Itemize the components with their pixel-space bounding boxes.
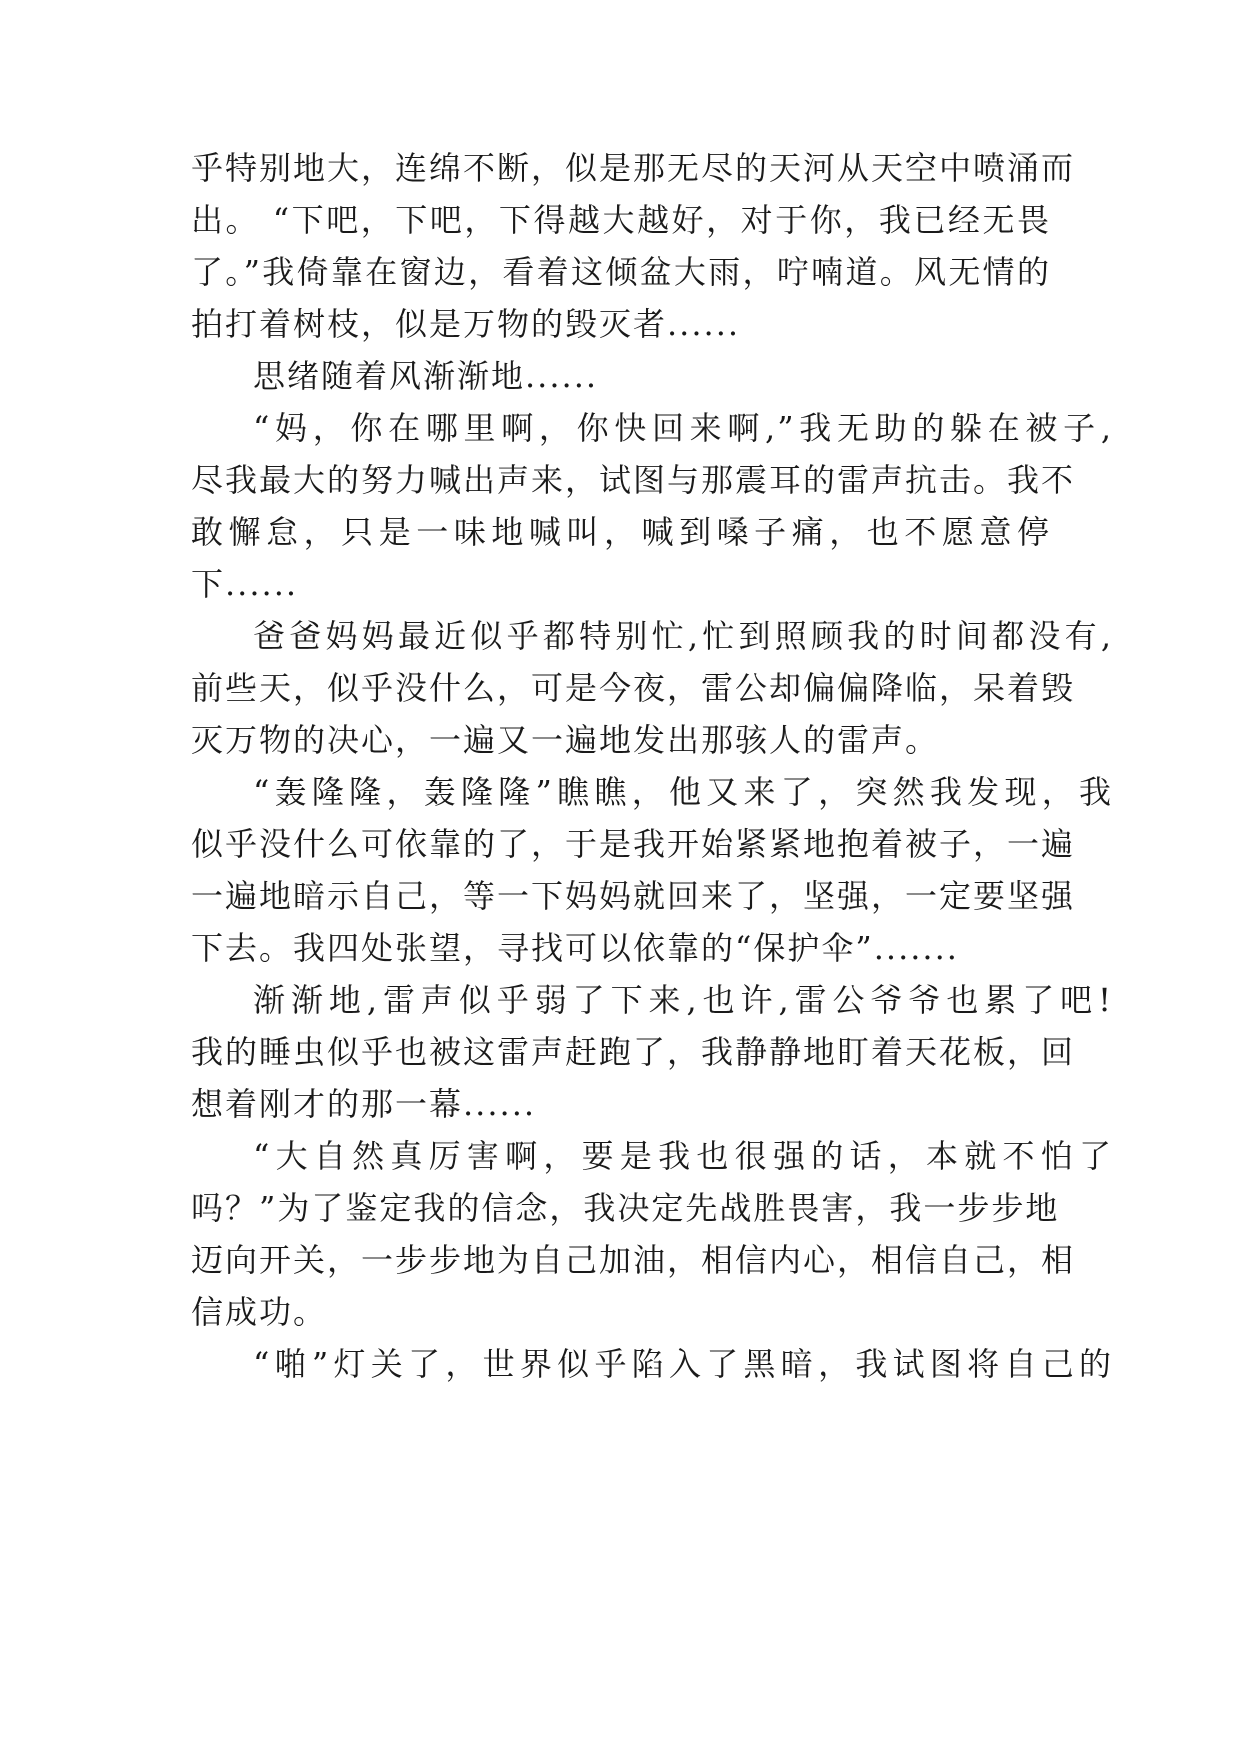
text-line: “啪”灯关了，世界似乎陷入了黑暗，我试图将自己的 [253, 1345, 1113, 1383]
text-line: “轰隆隆，轰隆隆”瞧瞧，他又来了，突然我发现，我 [253, 773, 1113, 811]
text-line: 敢懈怠，只是一味地喊叫，喊到嗓子痛，也不愿意停 [191, 513, 1051, 551]
text-line: 迈向开关，一步步地为自己加油，相信内心，相信自己，相 [191, 1241, 1076, 1279]
text-line: 爸爸妈妈最近似乎都特别忙,忙到照顾我的时间都没有, [253, 617, 1113, 655]
text-line: “大自然真厉害啊，要是我也很强的话，本就不怕了 [253, 1137, 1113, 1175]
text-line: 下...... [191, 565, 299, 603]
text-line: 乎特别地大，连绵不断，似是那无尽的天河从天空中喷涌而 [191, 149, 1076, 187]
text-line: 出。 “下吧，下吧，下得越大越好，对于你，我已经无畏 [191, 201, 1051, 239]
text-line: 似乎没什么可依靠的了，于是我开始紧紧地抱着被子，一遍 [191, 825, 1076, 863]
text-line: 渐渐地,雷声似乎弱了下来,也许,雷公爷爷也累了吧! [253, 981, 1113, 1019]
text-line: 下去。我四处张望，寻找可以依靠的“保护伞”....... [191, 929, 959, 967]
text-line: 灭万物的决心，一遍又一遍地发出那骇人的雷声。 [191, 721, 940, 759]
text-line: 我的睡虫似乎也被这雷声赶跑了，我静静地盯着天花板，回 [191, 1033, 1076, 1071]
text-line: 了。”我倚靠在窗边，看着这倾盆大雨，咛喃道。风无情的 [191, 253, 1051, 291]
text-line: 信成功。 [191, 1293, 328, 1331]
text-line: 想着刚才的那一幕...... [191, 1085, 537, 1123]
text-line: “妈，你在哪里啊，你快回来啊,”我无助的躲在被子, [253, 409, 1113, 447]
text-line: 尽我最大的努力喊出声来，试图与那震耳的雷声抗击。我不 [191, 461, 1076, 499]
text-line: 前些天，似乎没什么，可是今夜，雷公却偏偏降临，呆着毁 [191, 669, 1076, 707]
text-line: 思绪随着风渐渐地...... [253, 357, 599, 395]
text-line: 吗？”为了鉴定我的信念，我决定先战胜畏害，我一步步地 [191, 1189, 1060, 1227]
text-line: 拍打着树枝，似是万物的毁灭者...... [191, 305, 741, 343]
text-line: 一遍地暗示自己，等一下妈妈就回来了，坚强，一定要坚强 [191, 877, 1076, 915]
